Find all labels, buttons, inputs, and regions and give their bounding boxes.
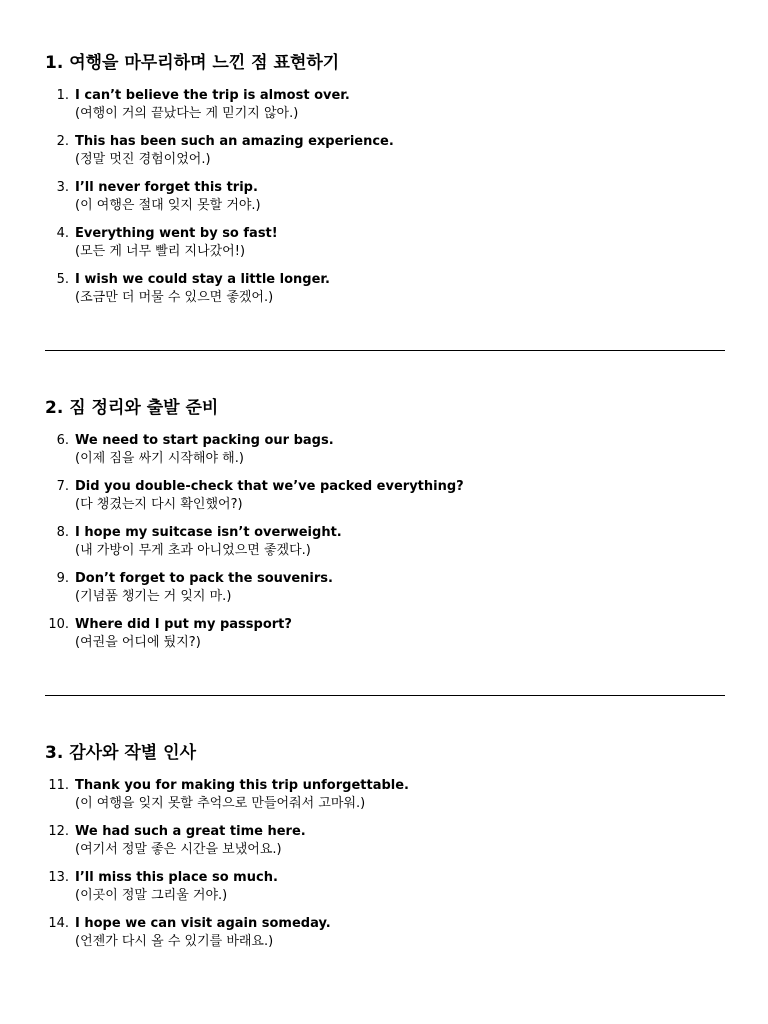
section-title: 2. 짐 정리와 출발 준비	[45, 398, 219, 418]
phrase-list	[45, 432, 725, 662]
list-item	[45, 432, 725, 478]
list-item	[45, 478, 725, 524]
list-item	[45, 777, 725, 823]
item-number: 13.	[48, 870, 69, 885]
korean-translation: (정말 멋진 경험이었어.)	[75, 152, 211, 167]
list-item	[45, 87, 725, 133]
english-phrase: I wish we could stay a little longer.	[75, 272, 330, 287]
phrase-list	[45, 777, 725, 961]
english-phrase: Thank you for making this trip unforgettable.	[75, 778, 409, 793]
english-phrase: We had such a great time here.	[75, 824, 306, 839]
list-item	[45, 524, 725, 570]
item-number: 6.	[56, 433, 69, 448]
korean-translation: (기념품 챙기는 거 잊지 마.)	[75, 589, 232, 604]
list-item	[45, 823, 725, 869]
english-phrase: Where did I put my passport?	[75, 617, 292, 632]
item-number: 7.	[56, 479, 69, 494]
list-item	[45, 616, 725, 662]
english-phrase: We need to start packing our bags.	[75, 433, 334, 448]
korean-translation: (모든 게 너무 빨리 지나갔어!)	[75, 244, 246, 259]
english-phrase: I hope my suitcase isn’t overweight.	[75, 525, 342, 540]
item-number: 12.	[48, 824, 69, 839]
korean-translation: (이 여행은 절대 잊지 못할 거야.)	[75, 198, 261, 213]
item-number: 3.	[56, 180, 69, 195]
section-title: 3. 감사와 작별 인사	[45, 743, 196, 763]
phrase-list	[45, 87, 725, 317]
english-phrase: Everything went by so fast!	[75, 226, 278, 241]
english-phrase: I’ll never forget this trip.	[75, 180, 258, 195]
item-number: 5.	[56, 272, 69, 287]
list-item	[45, 915, 725, 961]
english-phrase: Don’t forget to pack the souvenirs.	[75, 571, 333, 586]
korean-translation: (여행이 거의 끝났다는 게 믿기지 않아.)	[75, 106, 299, 121]
list-item	[45, 570, 725, 616]
korean-translation: (다 챙겼는지 다시 확인했어?)	[75, 497, 243, 512]
korean-translation: (여기서 정말 좋은 시간을 보냈어요.)	[75, 842, 282, 857]
list-item	[45, 179, 725, 225]
english-phrase: Did you double-check that we’ve packed everything?	[75, 479, 464, 494]
korean-translation: (여권을 어디에 뒀지?)	[75, 635, 201, 650]
english-phrase: This has been such an amazing experience.	[75, 134, 394, 149]
section-thanks-farewell	[45, 742, 725, 961]
list-item	[45, 869, 725, 915]
section-packing-departure	[45, 397, 725, 662]
item-number: 9.	[56, 571, 69, 586]
list-item	[45, 133, 725, 179]
section-closing-feelings	[45, 52, 725, 317]
korean-translation: (언젠가 다시 올 수 있기를 바래요.)	[75, 934, 274, 949]
item-number: 8.	[56, 525, 69, 540]
item-number: 4.	[56, 226, 69, 241]
korean-translation: (내 가방이 무게 초과 아니었으면 좋겠다.)	[75, 543, 311, 558]
english-phrase: I’ll miss this place so much.	[75, 870, 278, 885]
section-title: 1. 여행을 마무리하며 느낀 점 표현하기	[45, 53, 340, 73]
item-number: 1.	[56, 88, 69, 103]
english-phrase: I can’t believe the trip is almost over.	[75, 88, 350, 103]
item-number: 10.	[48, 617, 69, 632]
english-phrase: I hope we can visit again someday.	[75, 916, 331, 931]
list-item	[45, 225, 725, 271]
item-number: 11.	[48, 778, 69, 793]
korean-translation: (이 여행을 잊지 못할 추억으로 만들어줘서 고마워.)	[75, 796, 366, 811]
korean-translation: (조금만 더 머물 수 있으면 좋겠어.)	[75, 290, 274, 305]
list-item	[45, 271, 725, 317]
korean-translation: (이곳이 정말 그리울 거야.)	[75, 888, 228, 903]
item-number: 2.	[56, 134, 69, 149]
item-number: 14.	[48, 916, 69, 931]
korean-translation: (이제 짐을 싸기 시작해야 해.)	[75, 451, 244, 466]
section-divider	[45, 350, 725, 351]
section-divider	[45, 695, 725, 696]
